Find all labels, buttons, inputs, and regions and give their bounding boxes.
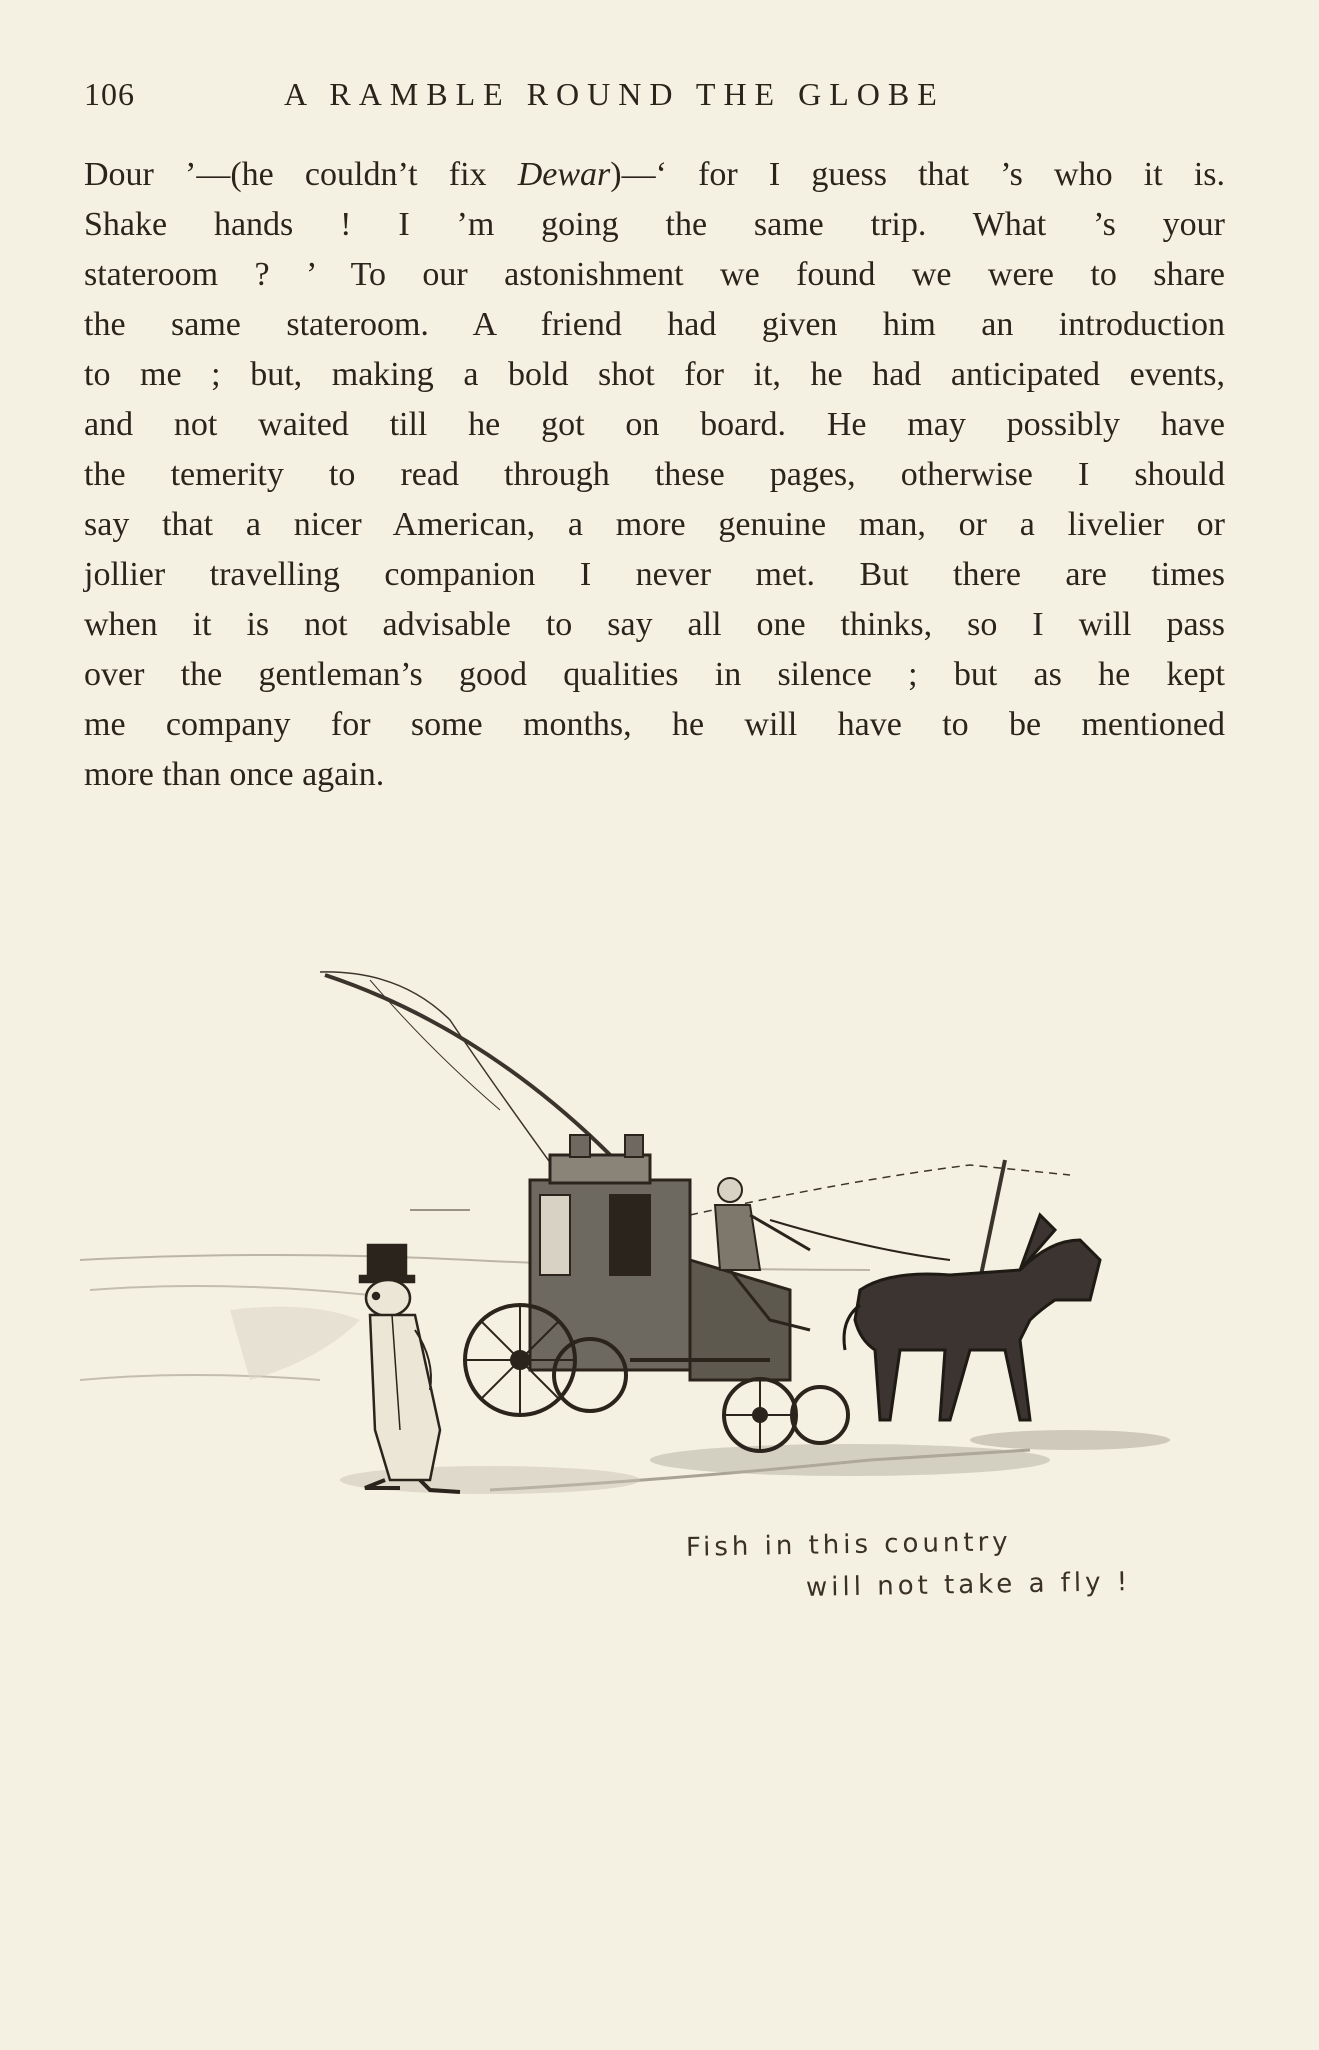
- text-line: Dour ’—(he couldn’t fix Dewar)—‘ for I guess that ’s who it is.: [84, 156, 1226, 193]
- text-line: and not waited till he got on board. He may possibly have: [84, 406, 1225, 443]
- text-line: to me ; but, making a bold shot for it, he had anticipated events,: [84, 356, 1225, 393]
- page-number: 106: [84, 76, 135, 112]
- text-line: me company for some months, he will have to be mentioned: [84, 706, 1225, 743]
- text-line: stateroom ? ’ To our astonishment we found we were to share: [84, 256, 1225, 293]
- text-line: the same stateroom. A friend had given him an introduction: [84, 306, 1225, 343]
- text-line: say that a nicer American, a more genuine man, or a livelier or: [84, 506, 1225, 543]
- emphasis-dewar: Dewar: [517, 156, 611, 193]
- text-line: over the gentleman’s good qualities in silence ; but as he kept: [84, 656, 1225, 693]
- text-line: jollier travelling companion I never met. But there are times: [84, 556, 1225, 593]
- running-title: A RAMBLE ROUND THE GLOBE: [284, 76, 945, 112]
- fishing-lines: [320, 972, 1070, 1280]
- caption-line-1: Fish in this country: [685, 1527, 1012, 1563]
- body-paragraph: [84, 150, 1225, 800]
- carriage-illustration: [70, 960, 1220, 1620]
- text-line: when it is not advisable to say all one thinks, so I will pass: [84, 606, 1225, 643]
- text-line: Shake hands ! I ’m going the same trip. What ’s your: [84, 206, 1225, 243]
- caption-line-2: will not take a fly !: [805, 1567, 1132, 1603]
- reins: [770, 1220, 950, 1260]
- horse: [844, 1215, 1100, 1420]
- gentleman-figure: [360, 1245, 460, 1492]
- text-line: more than once again.: [84, 756, 385, 793]
- text-line: the temerity to read through these pages, otherwise I should: [84, 456, 1225, 493]
- running-head: [84, 76, 1234, 126]
